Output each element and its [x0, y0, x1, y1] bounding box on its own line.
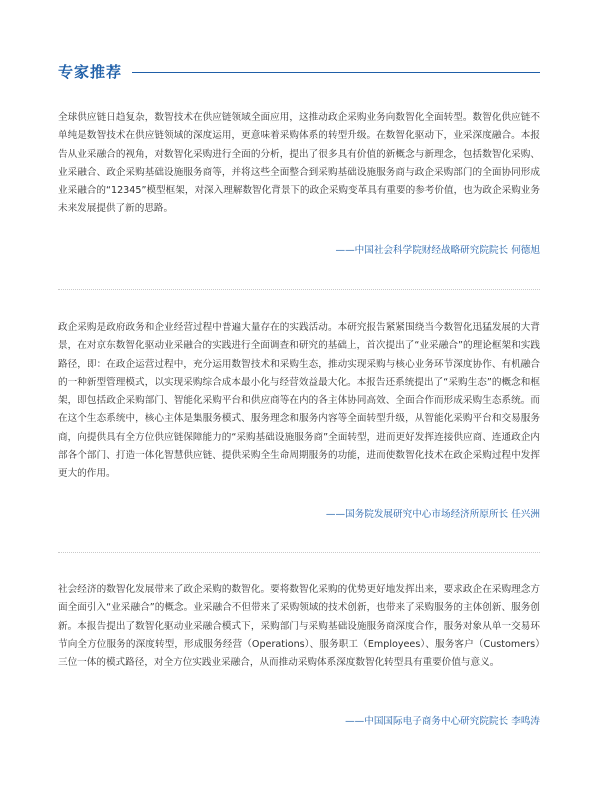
section-divider: [58, 552, 540, 553]
section-header: [58, 60, 540, 84]
header-rule: [132, 72, 540, 73]
recommendation-2: [58, 319, 540, 520]
section-title: 专家推荐: [58, 63, 123, 81]
recommendation-3: [58, 581, 540, 727]
recommendation-signature: ——中国社会科学院财经战略研究院院长 何德旭: [335, 245, 540, 256]
recommendation-1: [58, 109, 540, 256]
recommendation-text: 社会经济的数智化发展带来了政企采购的数智化。要将数智化采购的优势更好地发挥出来，要求政企在采购理念方面全面引入“业采融合”的概念。业采融合不但带来了采购领域的技术创新，也带来了采购服务的主体创新、服务创新。本报告提出了数智化驱动业采融合模式下，采购部门与采购基础设施服务商深度合作，服务对象从单一交易环节向全方位服务的深度转型，形成服务经营（Operations）、服务职工（Employees）、服务客户（Customers）三位一体的模式路径，对全方位实践业采融合，从而推动采购体系深度数智化转型具有重要价值与意义。: [58, 584, 540, 669]
recommendation-signature: ——中国国际电子商务中心研究院院长 李鸣涛: [345, 716, 540, 727]
recommendation-text: 政企采购是政府政务和企业经营过程中普遍大量存在的实践活动。本研究报告紧紧围绕当今数智化迅猛发展的大背景，在对京东数智化驱动业采融合的实践进行全面调查和研究的基础上，首次提出了“业采融合”的理论框架和实践路径，即：在政企运营过程中，充分运用数智技术和采购生态，推动实现采购与核心业务环节深度协作、有机融合的一种新型管理模式，以实现采购综合成本最小化与经营效益最大化。本报告还系统提出了“采购生态”的概念和框架，即包括政企采购部门、智能化采购平台和供应商等在内的各主体协同高效、全面合作而形成采购生态系统。而在这个生态系统中，核心主体是集服务模式、服务理念和服务内容等全面转型升级，从智能化采购平台和交易服务商，向提供具有全方位供应链保障能力的“采购基础设施服务商”全面转型，进而更好发挥连接供应商、连通政企内部各个部门、打造一体化智慧供应链、提供采购全生命周期服务的功能，进而使数智化技术在政企采购过程中发挥更大的作用。: [58, 322, 540, 480]
recommendation-signature: ——国务院发展研究中心市场经济所原所长 任兴洲: [325, 509, 540, 520]
recommendation-text: 全球供应链日趋复杂，数智技术在供应链领域全面应用，这推动政企采购业务向数智化全面转型。数智化供应链不单纯是数智技术在供应链领域的深度运用，更意味着采购体系的转型升级。在数智化驱动下，业采深度融合。本报告从业采融合的视角，对数智化采购进行全面的分析，提出了很多具有价值的新概念与新理念，包括数智化采购、业采融合、政企采购基础设施服务商等，并将这些全面整合到采购基础设施服务商与政企采购部门的全面协同形成业采融合的“12345”模型框架，对深入理解数智化背景下的政企采购变革具有重要的参考价值，也为政企采购业务未来发展提供了新的思路。: [58, 112, 540, 215]
section-divider: [58, 289, 540, 290]
